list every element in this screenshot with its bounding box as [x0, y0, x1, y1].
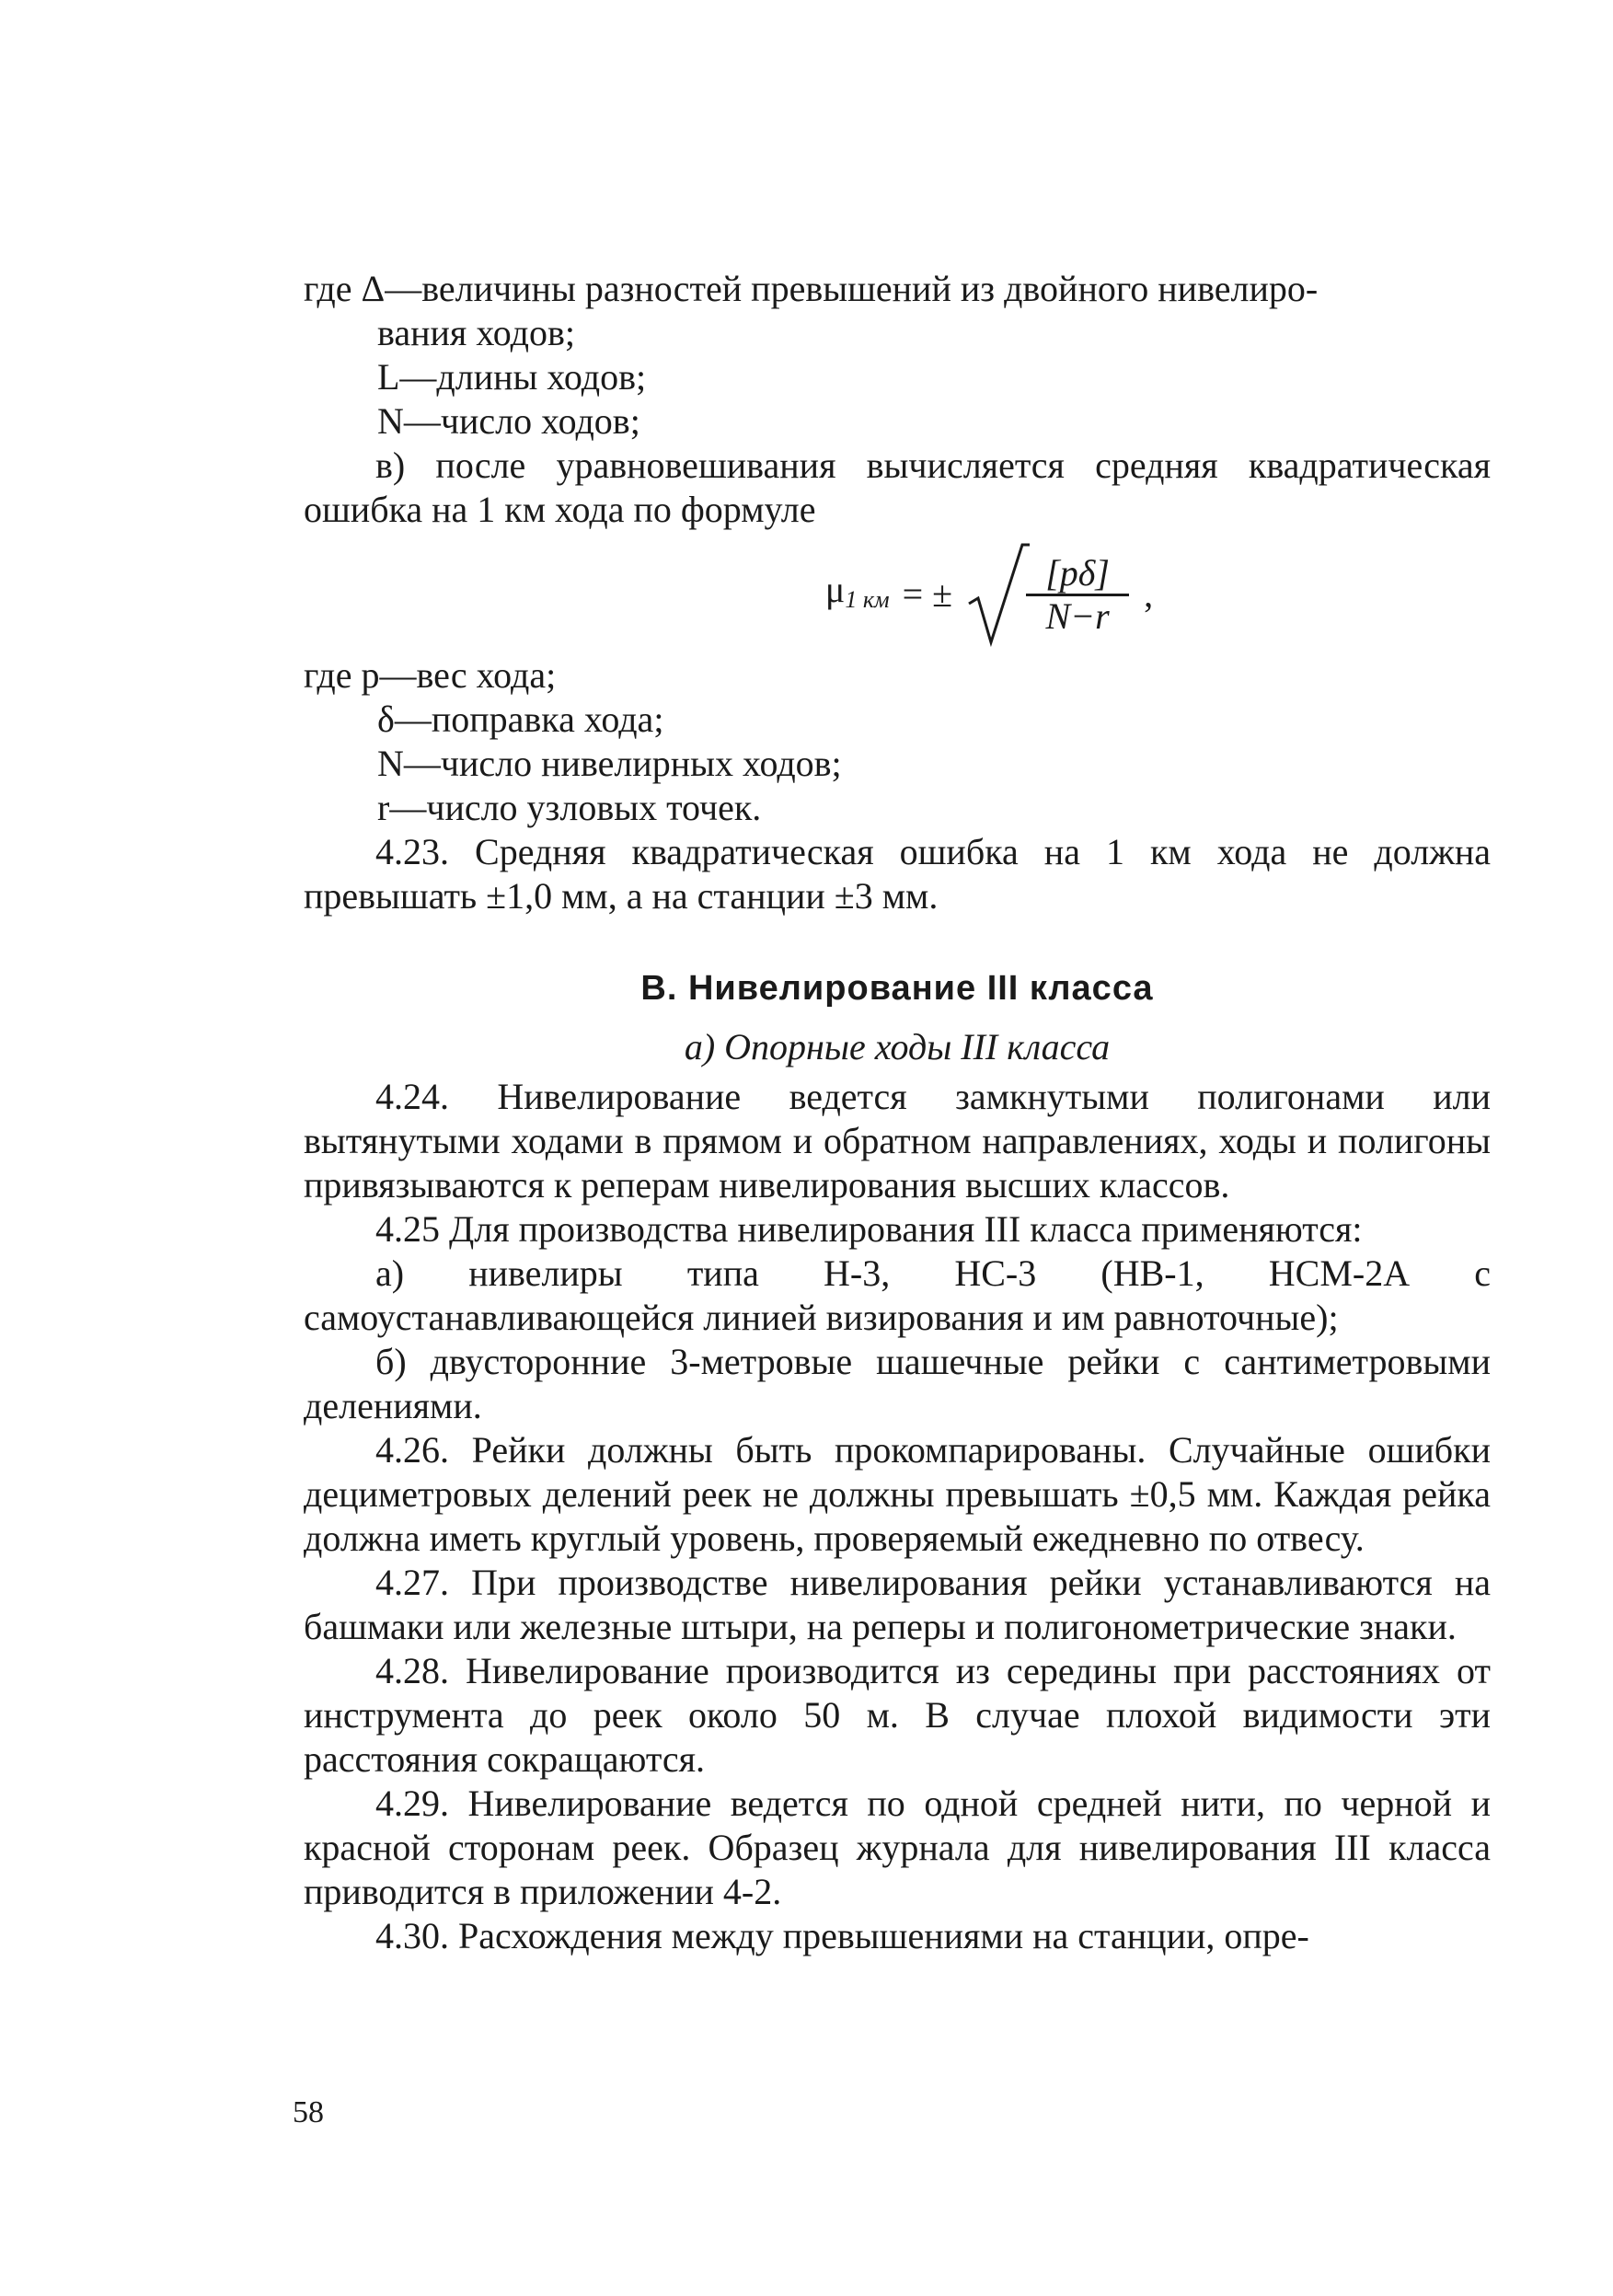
definitions-block-2 — [304, 653, 1491, 830]
paragraph-4-27: 4.27. При производстве нивелирования рейки устанавливаются на башмаки или железные штыри, на реперы и полигонометрические знаки. — [304, 1562, 1491, 1647]
paragraph-4-25-a: а) нивелиры типа Н-3, НС-3 (НВ-1, НСМ-2А с самоустанавливающейся линией визирования и им равноточные); — [304, 1252, 1491, 1338]
paragraph-4-25-b: б) двусторонние 3-метровые шашечные рейки с сантиметровыми делениями. — [304, 1341, 1491, 1426]
definition-p: где p—вес хода; — [304, 654, 557, 696]
formula-lhs: $\mu_{1 км}$ — [824, 568, 890, 613]
paragraph-4-24: 4.24. Нивелирование ведется замкнутыми полигонами или вытянутыми ходами в прямом и обратном направлениях, ходы и полигоны привязываются к реперам нивелирования высших классов. — [304, 1076, 1491, 1206]
definition-N-routes: N—число нивелирных ходов; — [377, 743, 842, 784]
paragraph-4-30: 4.30. Расхождения между превышениями на станции, опре- — [375, 1915, 1309, 1956]
paragraph-4-28: 4.28. Нивелирование производится из середины при расстояниях от инструмента до реек около 50 м. В случае плохой видимости эти расстояния сокращаются. — [304, 1650, 1491, 1780]
formula-denominator: N−r — [1045, 594, 1110, 637]
definition-N: N—число ходов; — [377, 400, 640, 442]
definition-delta-correction: δ—поправка хода; — [377, 698, 664, 740]
sqrt-sign-icon — [965, 539, 1030, 650]
definition-delta: где Δ—величины разностей превышений из двойного нивелиро- — [304, 268, 1319, 309]
paragraph-4-26: 4.26. Рейки должны быть прокомпарированы. Случайные ошибки дециметровых делений реек не должны превышать ±0,5 мм. Каждая рейка должна иметь круглый уровень, проверяемый ежедневно по отвесу. — [304, 1429, 1491, 1559]
error-formula — [488, 539, 1491, 650]
subsection-heading: а) Опорные ходы III класса — [684, 1026, 1111, 1067]
paragraph-4-25: 4.25 Для производства нивелирования III класса применяются: — [375, 1208, 1363, 1250]
definition-delta-cont: вания ходов; — [377, 312, 575, 353]
page-body — [304, 267, 1491, 1958]
page-number: 58 — [293, 2095, 324, 2129]
formula-comma: , — [1144, 573, 1154, 615]
definition-L: L—длины ходов; — [377, 356, 647, 398]
definitions-block-1 — [304, 267, 1491, 444]
definition-r: r—число узловых точек. — [377, 787, 762, 828]
formula-fraction — [1026, 553, 1129, 637]
paragraph-v: в) после уравновешивания вычисляется средняя квадратическая ошибка на 1 км хода по формуле — [304, 444, 1491, 530]
paragraph-4-29: 4.29. Нивелирование ведется по одной средней нити, по черной и красной сторонам реек. Образец журнала для нивелирования III класса приводится в приложении 4-2. — [304, 1783, 1491, 1912]
formula-numerator: [pδ] — [1045, 551, 1110, 594]
formula-equals-pm: = ± — [902, 573, 953, 615]
paragraph-4-23: 4.23. Средняя квадратическая ошибка на 1 км хода не должна превышать ±1,0 мм, а на станции ±3 мм. — [304, 831, 1491, 917]
section-heading: В. Нивелирование III класса — [640, 969, 1154, 1008]
